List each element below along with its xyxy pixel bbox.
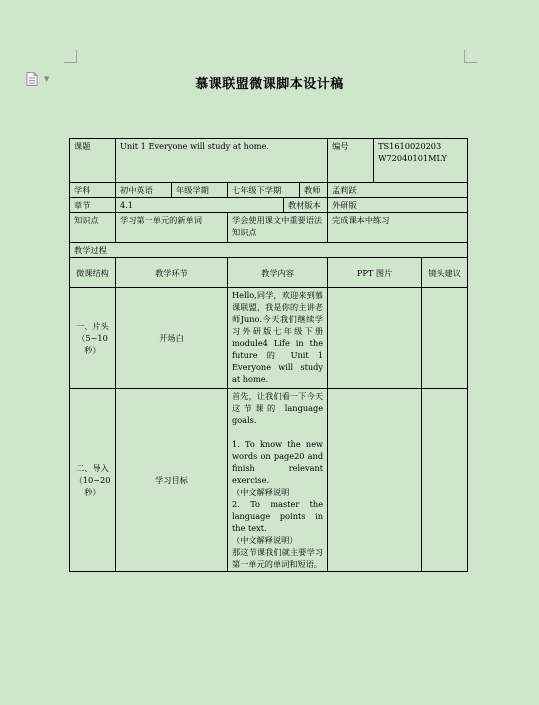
- topic-value: Unit 1 Everyone will study at home.: [116, 139, 328, 183]
- grade-value: 七年级下学期: [228, 183, 300, 198]
- chapter-label: 章节: [70, 198, 116, 213]
- row1-ppt: [328, 288, 422, 389]
- code-value: [374, 139, 468, 183]
- teacher-value: 孟莉跃: [328, 183, 468, 198]
- row2-content-line: （中文解释说明）: [232, 535, 298, 545]
- knowledge-point-3: 完成课本中练习: [328, 213, 468, 243]
- row2-ppt: [328, 389, 422, 572]
- textbook-value: 外研版: [328, 198, 468, 213]
- code-line-2: W72040101MLY: [378, 153, 447, 163]
- row2-content-line: （中文解释说明: [232, 487, 290, 497]
- row2-step: 学习目标: [116, 389, 228, 572]
- subject-label: 学科: [70, 183, 116, 198]
- header-content: 教学内容: [228, 258, 328, 288]
- row2-content-line: 2. To master the language points in the text.: [232, 499, 324, 533]
- row1-content: [228, 288, 328, 389]
- teacher-label: 教师: [300, 183, 328, 198]
- header-structure: 微课结构: [70, 258, 116, 288]
- row1-structure: 一、片头（5~10秒）: [70, 288, 116, 389]
- code-line-1: TS1610020203: [378, 141, 442, 151]
- knowledge-point-1: 学习第一单元的新单词: [116, 213, 228, 243]
- table-row: [70, 288, 468, 389]
- row2-content: [228, 389, 328, 572]
- code-label: 编号: [328, 139, 374, 183]
- header-step: 教学环节: [116, 258, 228, 288]
- topic-label: 课题: [70, 139, 116, 183]
- row1-camera: [422, 288, 468, 389]
- chevron-down-icon[interactable]: ▼: [44, 75, 50, 83]
- grade-label: 年级学期: [172, 183, 228, 198]
- knowledge-point-2: 学会使用课文中重要语法知识点: [228, 213, 328, 243]
- row2-camera: [422, 389, 468, 572]
- script-table: [69, 138, 468, 572]
- chapter-value: 4.1: [116, 198, 284, 213]
- document-title: 慕课联盟微课脚本设计稿: [195, 77, 344, 92]
- row1-step: 开场白: [116, 288, 228, 389]
- row2-content-line: 那这节课我们就主要学习第一单元的单词和短语。: [232, 547, 324, 569]
- textbook-label: 教材版本: [284, 198, 328, 213]
- table-row: [70, 389, 468, 572]
- row1-content-line: Hello,同学，欢迎来到慕课联盟，我是你的主讲老师Juno.今天我们继续学习外研版七年级下册 module4 Life in the future 的 Unit 1 Everyone will study at home.: [232, 290, 324, 384]
- subject-value: 初中英语: [116, 183, 172, 198]
- row2-structure: 二、导入（10~20秒）: [70, 389, 116, 572]
- row2-content-blank: [232, 426, 323, 438]
- row2-content-line: 首先，让我们看一下今天这节课的 language goals.: [232, 391, 324, 425]
- process-label: 教学过程: [70, 243, 468, 258]
- header-ppt: PPT 图片: [328, 258, 422, 288]
- header-camera: 镜头建议: [422, 258, 468, 288]
- row2-content-line: 1. To know the new words on page20 and finish relevant exercise.: [232, 439, 324, 485]
- page-corner-mark-left: [64, 50, 77, 63]
- knowledge-label: 知识点: [70, 213, 116, 243]
- page-corner-mark-right: [464, 50, 477, 63]
